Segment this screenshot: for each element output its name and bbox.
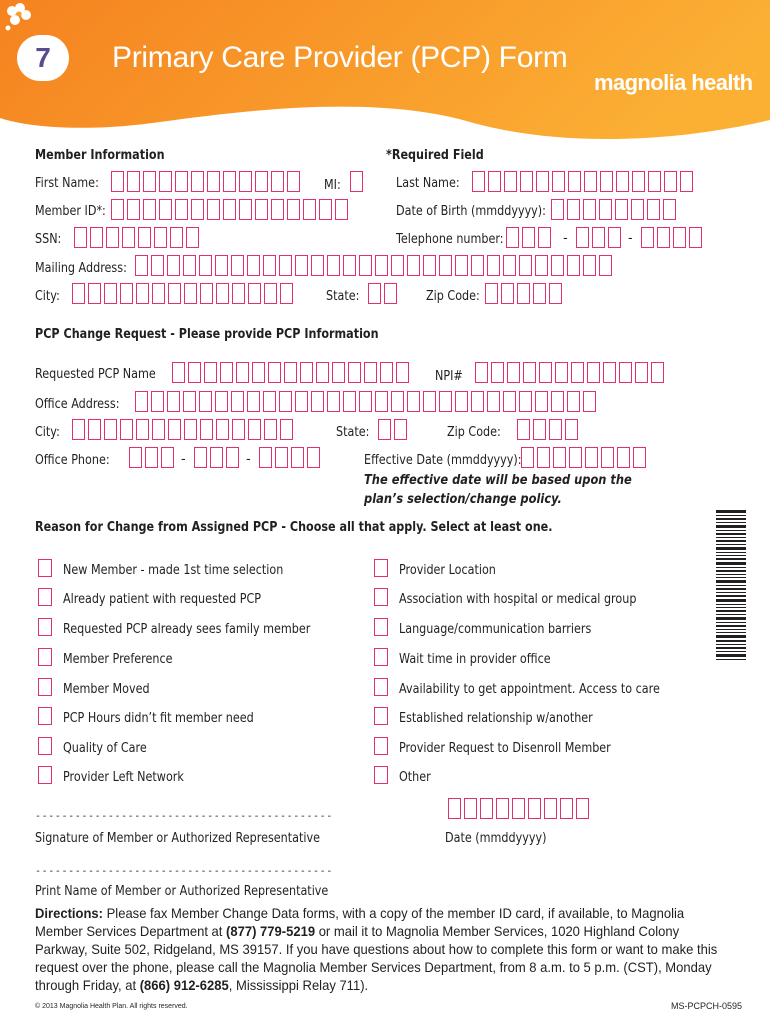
barcode <box>716 510 746 660</box>
reason-left-checkbox[interactable] <box>38 707 52 725</box>
ssn-field[interactable] <box>74 227 199 248</box>
effective-date-note-line1: The effective date will be based upon the <box>364 473 632 488</box>
reason-right-checkbox[interactable] <box>374 678 388 696</box>
reason-left-checkbox[interactable] <box>38 618 52 636</box>
reason-right-checkbox[interactable] <box>374 766 388 784</box>
reason-left-option-label: Provider Left Network <box>63 770 184 785</box>
reason-right-checkbox[interactable] <box>374 648 388 666</box>
required-field-note: *Required Field <box>386 148 484 163</box>
header-banner <box>0 0 770 150</box>
office-city-field[interactable] <box>72 419 293 440</box>
mailing-address-label: Mailing Address: <box>35 261 127 276</box>
first-name-field[interactable] <box>111 171 300 192</box>
member-section-title: Member Information <box>35 148 165 163</box>
reason-left-option-label: New Member - made 1st time selection <box>63 563 284 578</box>
reason-right-checkbox[interactable] <box>374 737 388 755</box>
member-id-label: Member ID*: <box>35 204 106 219</box>
reason-left-checkbox[interactable] <box>38 737 52 755</box>
first-name-label: First Name: <box>35 176 99 191</box>
telephone-area-field[interactable] <box>506 227 551 248</box>
reason-right-option-label: Provider Location <box>399 563 496 578</box>
reason-left-option-label: Quality of Care <box>63 741 147 756</box>
ssn-label: SSN: <box>35 232 62 247</box>
office-address-field[interactable] <box>135 391 596 412</box>
npi-label: NPI# <box>435 369 463 384</box>
reason-left-option-label: Member Moved <box>63 682 150 697</box>
effective-date-note-line2: plan’s selection/change policy. <box>364 492 562 507</box>
signature-date-label: Date (mmddyyyy) <box>445 831 547 846</box>
pcp-section-title: PCP Change Request - Please provide PCP Information <box>35 327 379 342</box>
magnolia-flower-icon <box>0 0 38 34</box>
reason-left-checkbox[interactable] <box>38 559 52 577</box>
reason-left-option-label: Requested PCP already sees family member <box>63 622 311 637</box>
telephone-dash: - <box>628 231 633 246</box>
reason-right-option-label: Wait time in provider office <box>399 652 551 667</box>
office-phone-dash: - <box>246 452 251 467</box>
directions-paragraph: Directions: Please fax Member Change Data forms, with a copy of the member ID card, if available, to Magnolia Member Services Department at (877) 779-5219 or mail it to Magnolia Member Services, 1020 Highland Colony Parkway, Suite 502, Ridgeland, MS 39157. If you have questions about how to complete this form or want to make this request over the phone, please call the Magnolia Member Services Department, from 8 a.m. to 5 p.m. (CST), Monday through Friday, at (866) 912-6285, Mississippi Relay 711). <box>35 905 718 993</box>
reason-right-option-label: Association with hospital or medical group <box>399 592 637 607</box>
office-state-label: State: <box>336 425 370 440</box>
office-city-label: City: <box>35 425 60 440</box>
telephone-prefix-field[interactable] <box>576 227 621 248</box>
reason-left-option-label: Already patient with requested PCP <box>63 592 262 607</box>
office-zip-field[interactable] <box>517 419 578 440</box>
office-phone-dash: - <box>181 452 186 467</box>
npi-field[interactable] <box>475 362 664 383</box>
telephone-dash: - <box>563 231 568 246</box>
reason-right-option-label: Provider Request to Disenroll Member <box>399 741 611 756</box>
print-name-label: Print Name of Member or Authorized Representative <box>35 884 329 899</box>
last-name-field[interactable] <box>472 171 693 192</box>
reason-right-option-label: Other <box>399 770 431 785</box>
signature-line: --------------------------------------------- <box>35 811 333 822</box>
form-title: Primary Care Provider (PCP) Form <box>112 41 568 74</box>
office-zip-label: Zip Code: <box>447 425 501 440</box>
brand-logo-text: magnolia health. <box>594 70 754 95</box>
signature-label: Signature of Member or Authorized Representative <box>35 831 320 846</box>
reason-left-checkbox[interactable] <box>38 588 52 606</box>
reason-left-option-label: Member Preference <box>63 652 173 667</box>
requested-pcp-label: Requested PCP Name <box>35 367 156 382</box>
reason-right-checkbox[interactable] <box>374 707 388 725</box>
requested-pcp-field[interactable] <box>172 362 409 383</box>
office-phone-prefix-field[interactable] <box>194 447 239 468</box>
reason-right-option-label: Availability to get appointment. Access to care <box>399 682 660 697</box>
copyright-text: © 2013 Magnolia Health Plan. All rights reserved. <box>35 1003 188 1010</box>
office-phone-line-field[interactable] <box>259 447 320 468</box>
zip-field[interactable] <box>485 283 562 304</box>
city-label: City: <box>35 289 60 304</box>
state-label: State: <box>326 289 360 304</box>
office-phone-label: Office Phone: <box>35 453 110 468</box>
reason-section-title: Reason for Change from Assigned PCP - Choose all that apply. Select at least one. <box>35 520 553 535</box>
state-field[interactable] <box>368 283 397 304</box>
effective-date-field[interactable] <box>521 447 646 468</box>
print-name-line: --------------------------------------------- <box>35 866 333 877</box>
dob-field[interactable] <box>551 199 676 220</box>
reason-left-checkbox[interactable] <box>38 766 52 784</box>
reason-left-option-label: PCP Hours didn’t fit member need <box>63 711 254 726</box>
reason-right-checkbox[interactable] <box>374 559 388 577</box>
reason-left-checkbox[interactable] <box>38 678 52 696</box>
telephone-line-field[interactable] <box>641 227 702 248</box>
mailing-address-field[interactable] <box>135 255 612 276</box>
member-id-field[interactable] <box>111 199 348 220</box>
reason-right-checkbox[interactable] <box>374 618 388 636</box>
mi-field[interactable] <box>350 171 363 192</box>
dob-label: Date of Birth (mmddyyyy): <box>396 204 546 219</box>
signature-date-field[interactable] <box>448 798 589 819</box>
last-name-label: Last Name: <box>396 176 460 191</box>
zip-label: Zip Code: <box>426 289 480 304</box>
office-phone-area-field[interactable] <box>129 447 174 468</box>
reason-left-checkbox[interactable] <box>38 648 52 666</box>
effective-date-label: Effective Date (mmddyyyy): <box>364 453 522 468</box>
form-code: MS-PCPCH-0595 <box>671 1001 743 1011</box>
office-address-label: Office Address: <box>35 397 120 412</box>
reason-right-option-label: Established relationship w/another <box>399 711 593 726</box>
mi-label: MI: <box>324 178 341 193</box>
telephone-label: Telephone number: <box>396 232 504 247</box>
reason-right-option-label: Language/communication barriers <box>399 622 592 637</box>
city-field[interactable] <box>72 283 293 304</box>
reason-right-checkbox[interactable] <box>374 588 388 606</box>
office-state-field[interactable] <box>378 419 407 440</box>
form-number-badge: 7 <box>17 35 69 81</box>
